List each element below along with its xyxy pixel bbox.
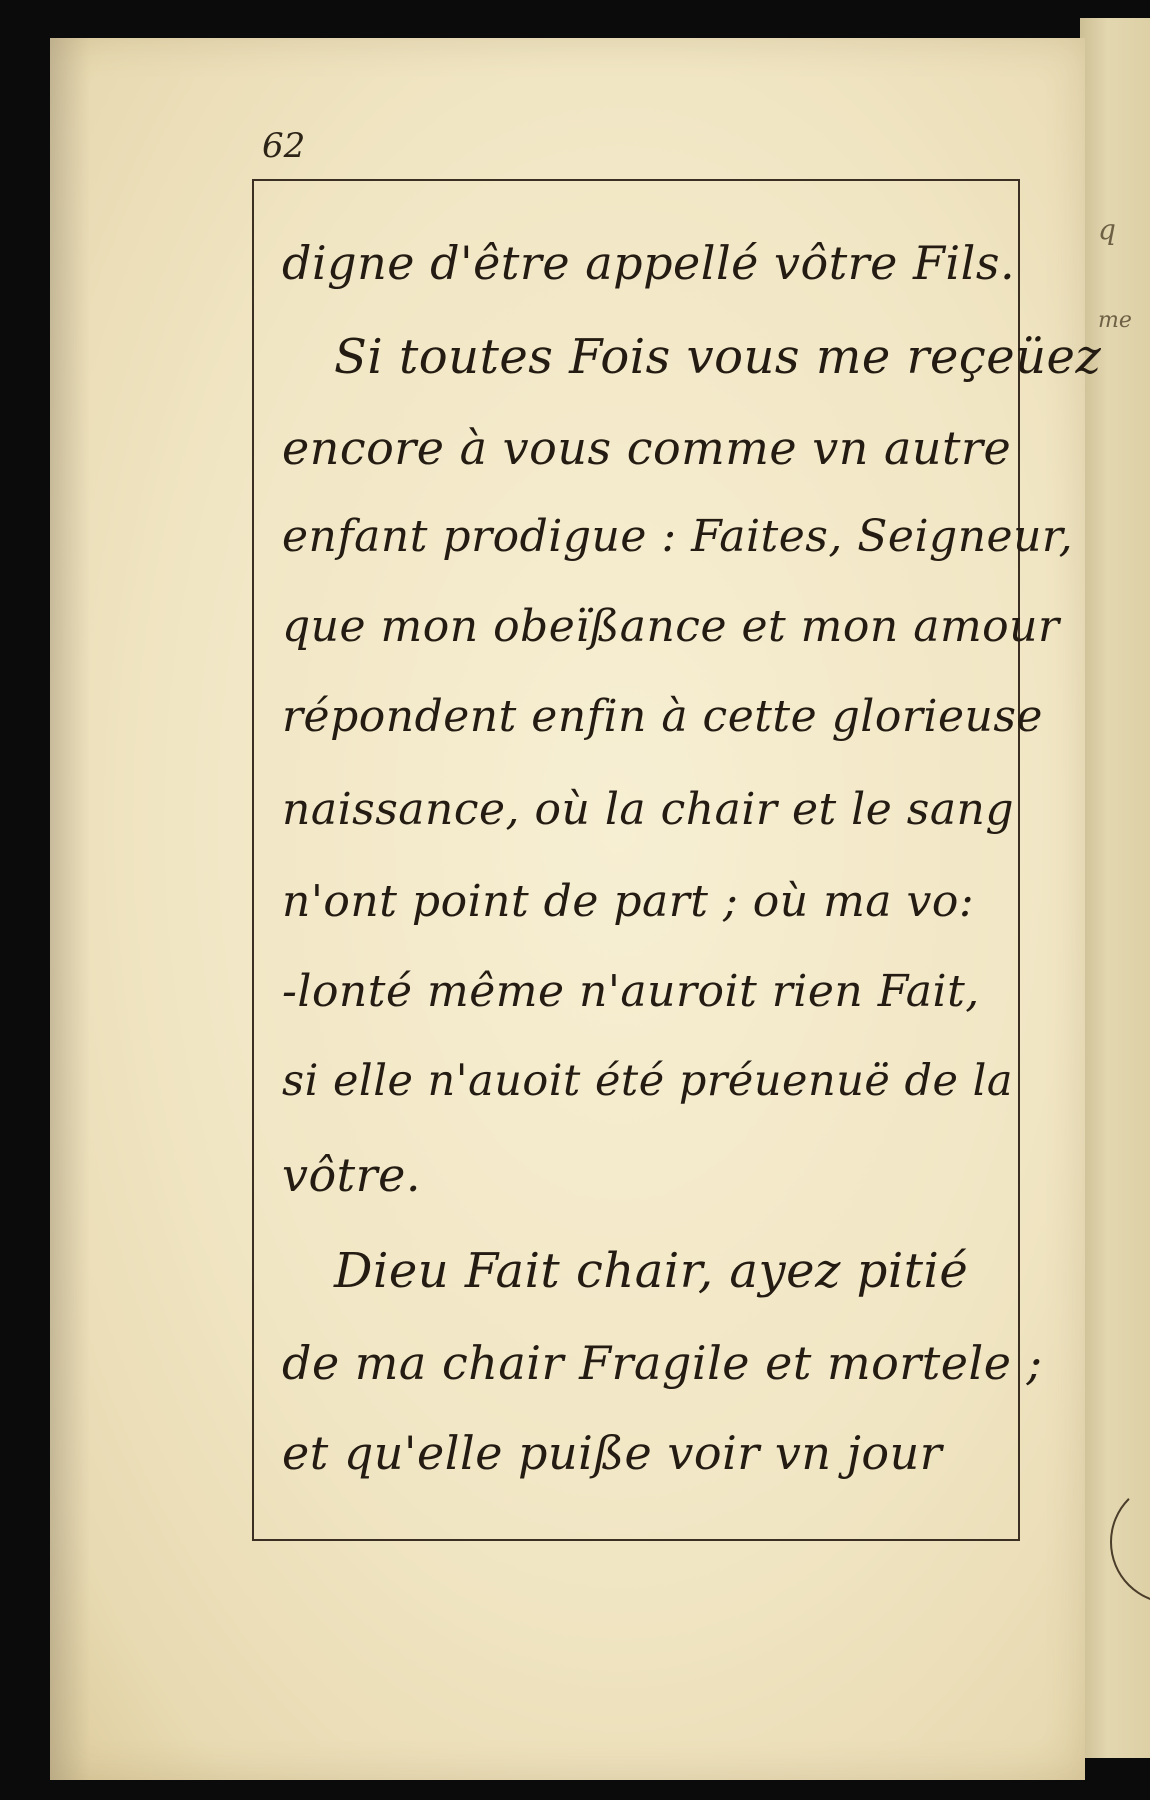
text-line: enfant prodigue : Faites, Seigneur,	[282, 511, 1074, 562]
text-line: -lonté même n'auroit rien Fait,	[282, 966, 980, 1017]
facing-page-fragment: me	[1098, 308, 1132, 333]
text-line: vôtre.	[282, 1148, 422, 1202]
text-line: digne d'être appellé vôtre Fils.	[282, 236, 1016, 290]
text-line: n'ont point de part ; où ma vo:	[282, 876, 975, 927]
text-line: et qu'elle puiße voir vn jour	[282, 1426, 943, 1480]
text-line: naissance, où la chair et le sang	[282, 784, 1015, 835]
page-gutter-stain	[50, 38, 90, 1780]
text-line: Dieu Fait chair, ayez pitié	[334, 1243, 969, 1299]
text-line: répondent enfin à cette glorieuse	[282, 691, 1043, 742]
text-line: Si toutes Fois vous me reçeüez	[334, 329, 1102, 385]
facing-page-fragment: q	[1098, 213, 1116, 246]
text-line: encore à vous comme vn autre	[282, 421, 1012, 475]
text-line: que mon obeïßance et mon amour	[282, 601, 1060, 652]
text-line: si elle n'auoit été préuenuë de la	[282, 1056, 1014, 1106]
manuscript-page	[50, 38, 1102, 1780]
text-frame	[252, 179, 1102, 1541]
text-line: de ma chair Fragile et mortele ;	[282, 1336, 1043, 1390]
page-number: 62	[262, 126, 306, 166]
